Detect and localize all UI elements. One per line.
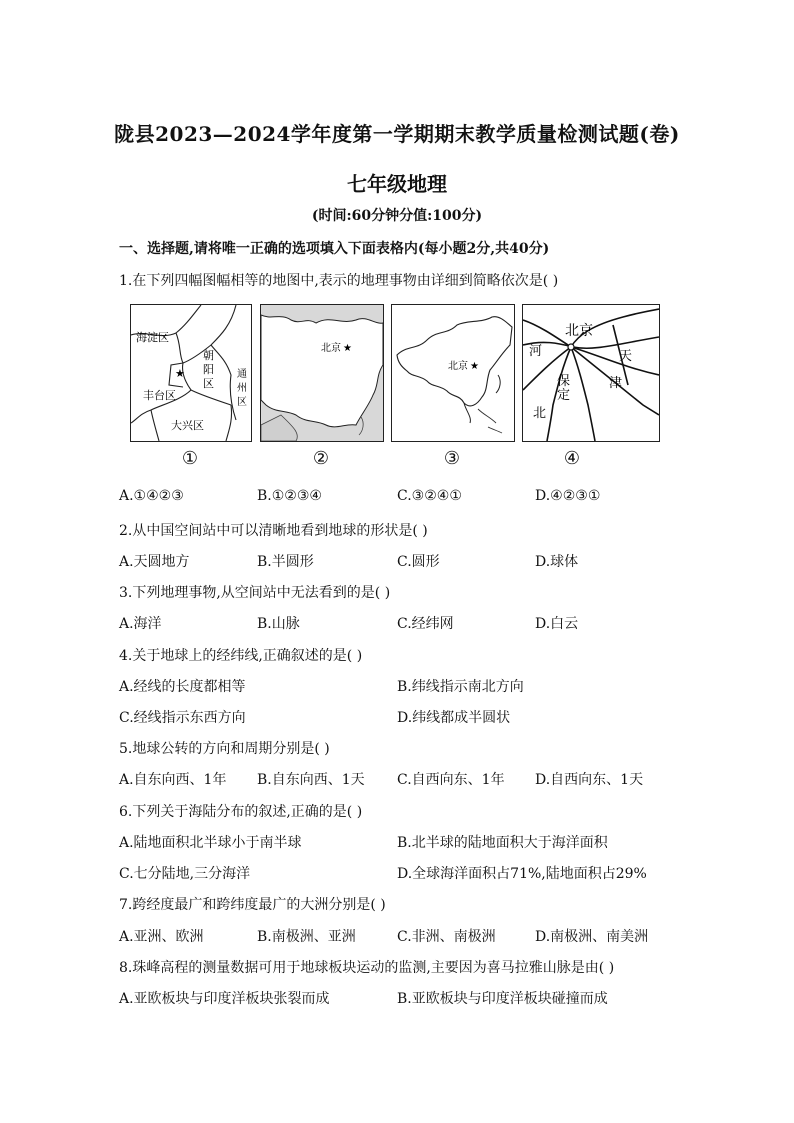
map-1-label-daxing: 大兴区 [171, 419, 204, 432]
question-8-option-b: B.亚欧板块与印度洋板块碰撞而成 [397, 991, 608, 1007]
exam-meta: (时间:60分钟分值:100分) [311, 208, 483, 224]
map-4-label-jin: 津 [609, 376, 623, 391]
question-4-option-a: A.经线的长度都相等 [119, 679, 246, 695]
question-3-stem: 3.下列地理事物,从空间站中无法看到的是( ) [119, 585, 391, 601]
question-1-stem: 1.在下列四幅图幅相等的地图中,表示的地理事物由详细到简略依次是( ) [119, 273, 559, 289]
map-4-label-ding: 定 [557, 388, 571, 403]
question-6-option-b: B.北半球的陆地面积大于海洋面积 [397, 835, 608, 851]
map-3-caption: ③ [443, 448, 461, 469]
question-5-option-d: D.自西向东、1天 [535, 772, 644, 788]
question-1-option-a: A.①④②③ [119, 488, 184, 504]
question-7-stem: 7.跨经度最广和跨纬度最广的大洲分别是( ) [119, 897, 386, 913]
map-1-label-yang: 阳 [203, 363, 214, 376]
map-1-label-chao: 朝 [203, 349, 214, 362]
map-1-drawing [131, 305, 251, 441]
map-1-label-zhou: 州 [237, 383, 247, 394]
map-1-label-tong: 通 [237, 369, 247, 380]
map-1-caption: ① [181, 448, 199, 469]
question-6-option-c: C.七分陆地,三分海洋 [119, 866, 251, 882]
map-2 [260, 304, 384, 442]
question-8-stem: 8.珠峰高程的测量数据可用于地球板块运动的监测,主要因为喜马拉雅山脉是由( ) [119, 960, 615, 976]
map-4-label-bei: 北 [533, 406, 547, 421]
question-2-option-c: C.圆形 [397, 554, 440, 570]
question-2-option-a: A.天圆地方 [119, 554, 190, 570]
question-4-option-c: C.经线指示东西方向 [119, 710, 246, 726]
map-2-drawing [261, 305, 383, 441]
map-1-star-icon: ★ [175, 367, 185, 380]
section-heading: 一、选择题,请将唯一正确的选项填入下面表格内(每小题2分,共40分) [119, 241, 550, 257]
question-6-stem: 6.下列关于海陆分布的叙述,正确的是( ) [119, 804, 363, 820]
map-1-label-qu2: 区 [237, 397, 247, 408]
map-3-drawing [392, 305, 514, 441]
map-2-star-icon: ★ [343, 343, 352, 354]
question-2-option-d: D.球体 [535, 554, 579, 570]
map-1-label-qu1: 区 [203, 377, 214, 390]
map-4-caption: ④ [563, 448, 581, 469]
map-1-label-haidian: 海淀区 [136, 331, 169, 344]
map-4-label-bao: 保 [557, 374, 571, 389]
map-3 [391, 304, 515, 442]
question-5-option-a: A.自东向西、1年 [119, 772, 227, 788]
map-3-city-label: 北京 [448, 361, 468, 372]
map-4-city-label: 北京 [565, 323, 593, 339]
question-5-option-b: B.自东向西、1天 [257, 772, 365, 788]
question-5-option-c: C.自西向东、1年 [397, 772, 505, 788]
question-7-option-c: C.非洲、南极洲 [397, 929, 496, 945]
question-2-stem: 2.从中国空间站中可以清晰地看到地球的形状是( ) [119, 523, 428, 539]
exam-title: 陇县2023—2024学年度第一学期期末教学质量检测试题(卷) [114, 122, 680, 146]
map-4-label-tian: 天 [619, 349, 633, 364]
question-3-option-c: C.经纬网 [397, 616, 454, 632]
question-3-option-b: B.山脉 [257, 616, 300, 632]
map-3-star-icon: ★ [470, 361, 479, 372]
question-1-option-b: B.①②③④ [257, 488, 322, 504]
question-1-option-d: D.④②③① [535, 488, 601, 504]
question-3-option-a: A.海洋 [119, 616, 162, 632]
question-5-stem: 5.地球公转的方向和周期分别是( ) [119, 741, 330, 757]
map-4-label-he: 河 [529, 344, 543, 359]
map-4 [522, 304, 660, 442]
question-3-option-d: D.白云 [535, 616, 579, 632]
question-6-option-a: A.陆地面积北半球小于南半球 [119, 835, 302, 851]
question-1-option-c: C.③②④① [397, 488, 462, 504]
map-2-caption: ② [312, 448, 330, 469]
map-2-city-label: 北京 [321, 343, 341, 354]
question-4-stem: 4.关于地球上的经纬线,正确叙述的是( ) [119, 648, 363, 664]
question-6-option-d: D.全球海洋面积占71%,陆地面积占29% [397, 866, 647, 882]
map-figures [130, 304, 660, 444]
exam-subject: 七年级地理 [347, 172, 447, 196]
question-8-option-a: A.亚欧板块与印度洋板块张裂而成 [119, 991, 330, 1007]
question-7-option-a: A.亚洲、欧洲 [119, 929, 204, 945]
map-4-drawing [523, 305, 659, 441]
map-1 [130, 304, 252, 442]
question-4-option-d: D.纬线都成半圆状 [397, 710, 511, 726]
question-7-option-b: B.南极洲、亚洲 [257, 929, 356, 945]
question-7-option-d: D.南极洲、南美洲 [535, 929, 649, 945]
question-4-option-b: B.纬线指示南北方向 [397, 679, 524, 695]
question-2-option-b: B.半圆形 [257, 554, 314, 570]
map-1-label-fengtai: 丰台区 [143, 389, 176, 402]
